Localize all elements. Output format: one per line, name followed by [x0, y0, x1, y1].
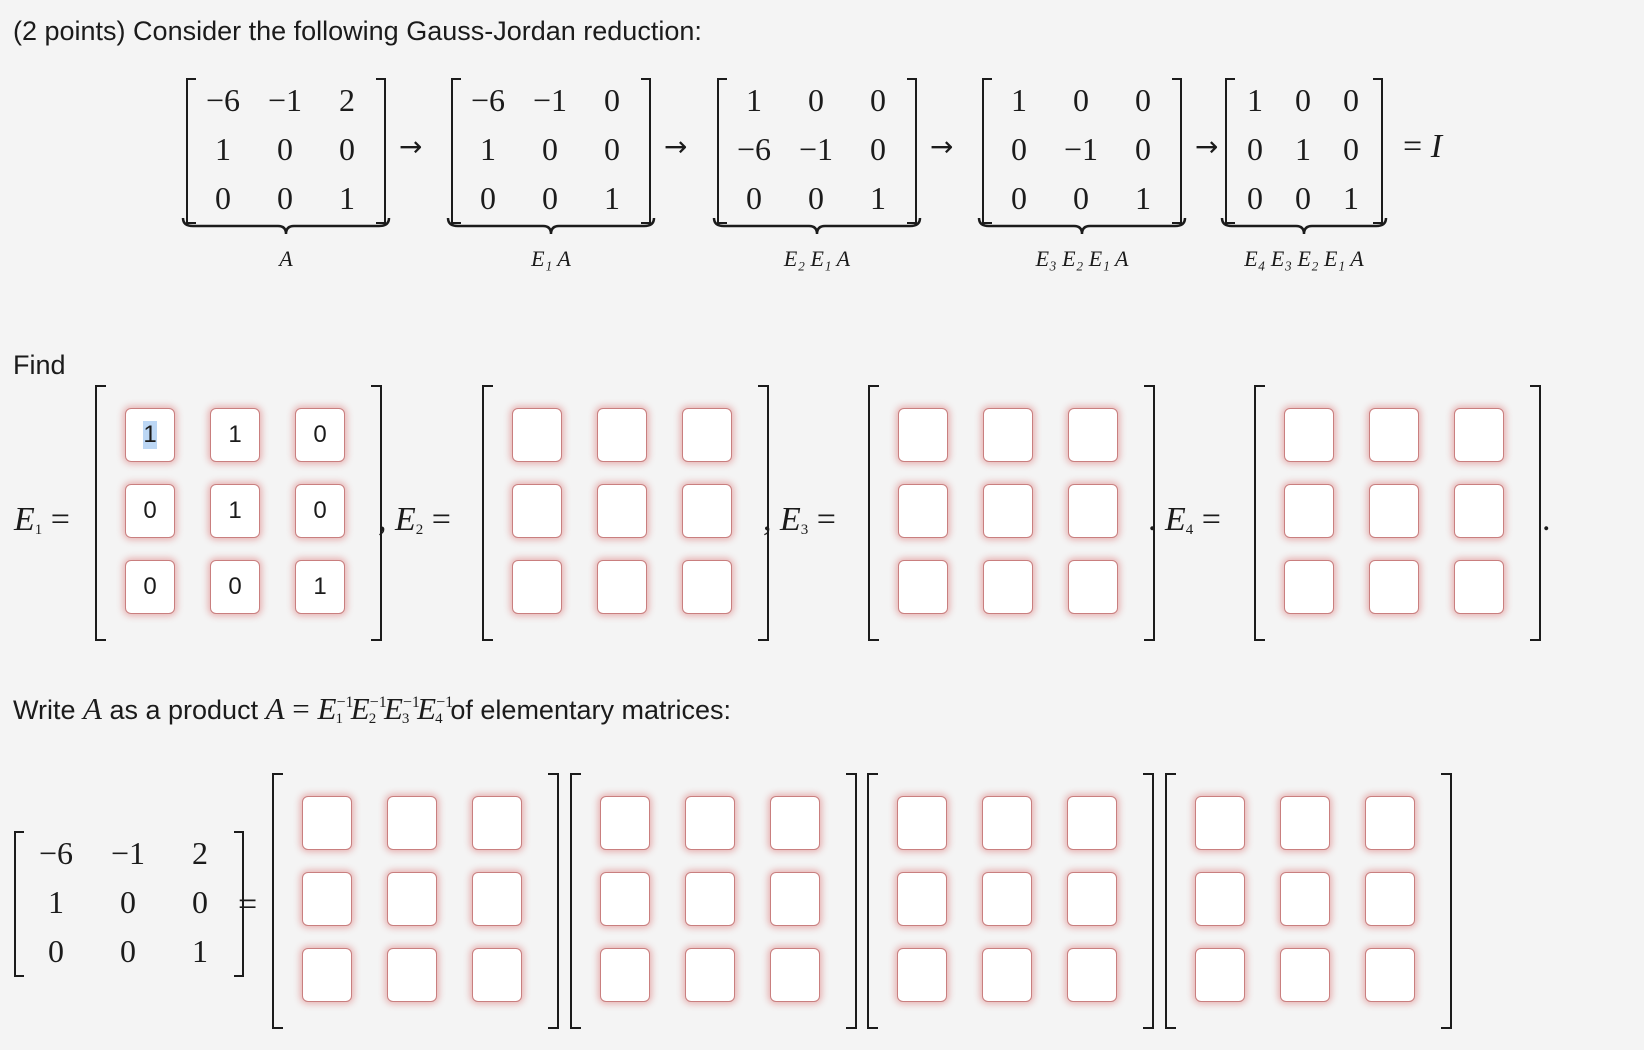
matrix-entry: 1	[604, 180, 620, 216]
matrix-entry: −6	[736, 131, 772, 167]
matrix-entry: 1	[215, 131, 231, 167]
matrix-entry: −6	[205, 82, 241, 118]
reduction-label: E₂ E₁ A	[783, 246, 851, 271]
matrix-input-cell[interactable]	[1068, 408, 1118, 462]
matrix-input-cell[interactable]	[302, 948, 352, 1002]
matrix-entry: −1	[532, 82, 568, 118]
end-period: .	[1542, 501, 1551, 538]
matrix-entry: 0	[1247, 180, 1263, 216]
matrix-input-cell[interactable]	[682, 408, 732, 462]
matrix-entry: 0	[277, 131, 293, 167]
matrix-entry: 1	[870, 180, 886, 216]
matrix-input-cell[interactable]	[1365, 796, 1415, 850]
matrix-input-cell[interactable]	[597, 560, 647, 614]
matrix-input-cell[interactable]	[1195, 948, 1245, 1002]
matrix-input-cell[interactable]	[302, 796, 352, 850]
matrix-input-cell[interactable]	[210, 484, 260, 538]
matrix-input-cell[interactable]	[1369, 408, 1419, 462]
left-bracket	[272, 773, 283, 1029]
right-bracket	[1143, 773, 1154, 1029]
matrix-input-cell[interactable]	[1067, 796, 1117, 850]
matrix-entry: 0	[542, 180, 558, 216]
matrix-entry: 0	[1247, 131, 1263, 167]
matrix-entry: 0	[1073, 180, 1089, 216]
matrix-entry: 0	[870, 82, 886, 118]
product-formula: $A = E^{-1}_1$ $E^{-1}_2$ $E^{-1}_3$ $E^{-1}_4$	[265, 691, 454, 727]
left-bracket	[570, 773, 581, 1029]
matrix-entry: 1	[746, 82, 762, 118]
matrix-input-cell[interactable]	[1067, 948, 1117, 1002]
right-bracket	[846, 773, 857, 1029]
product-text-after: of elementary matrices:	[450, 695, 731, 725]
e2-label: , $E_2$ =	[378, 501, 451, 538]
matrix-entry: 0	[1011, 180, 1027, 216]
matrix-input-cell[interactable]	[770, 872, 820, 926]
matrix-entry: 0	[808, 180, 824, 216]
left-bracket	[868, 385, 879, 641]
reduction-label: E₃ E₂ E₁ A	[1035, 246, 1129, 271]
matrix-input-cell[interactable]	[770, 948, 820, 1002]
matrix-entry: −6	[38, 835, 74, 871]
cell-value: 0	[313, 497, 327, 524]
left-bracket	[482, 385, 493, 641]
find-label: Find	[13, 350, 66, 380]
problem-title: (2 points) Consider the following Gauss-Jordan reduction:	[13, 16, 702, 46]
matrix-entry: 1	[1295, 131, 1311, 167]
matrix-input-cell[interactable]	[1068, 560, 1118, 614]
matrix-input-cell[interactable]	[1454, 560, 1504, 614]
product-text-mid: as a product	[109, 695, 259, 725]
matrix-input-cell[interactable]	[898, 484, 948, 538]
arrow-icon: →	[399, 130, 423, 163]
matrix-input-cell[interactable]	[125, 408, 175, 462]
matrix-entry: 0	[120, 933, 136, 969]
reduction-label: E₄ E₃ E₂ E₁ A	[1244, 246, 1364, 271]
matrix-input-cell[interactable]	[982, 948, 1032, 1002]
matrix-input-cell[interactable]	[897, 872, 947, 926]
matrix-entry: 1	[192, 933, 208, 969]
cell-value: 1	[143, 421, 157, 448]
matrix-entry: 0	[604, 131, 620, 167]
matrix-entry: 0	[277, 180, 293, 216]
right-bracket	[1530, 385, 1541, 641]
matrix-input-cell[interactable]	[1067, 872, 1117, 926]
matrix-entry: 0	[215, 180, 231, 216]
e3-label: , $E_3$ =	[763, 501, 836, 538]
matrix-input-cell[interactable]	[685, 948, 735, 1002]
matrix-entry: 0	[192, 884, 208, 920]
matrix-input-cell[interactable]	[682, 484, 732, 538]
arrow-icon: →	[1195, 130, 1219, 163]
matrix-entry: 1	[1011, 82, 1027, 118]
product-text-write: Write	[13, 695, 76, 725]
matrix-input-cell[interactable]	[295, 560, 345, 614]
reduction-label: E₁ A	[531, 246, 571, 271]
matrix-input-cell[interactable]	[210, 408, 260, 462]
matrix-input-cell[interactable]	[897, 948, 947, 1002]
product-equals: =	[238, 886, 258, 923]
matrix-input-cell[interactable]	[898, 408, 948, 462]
identity-result: = I	[1403, 128, 1443, 165]
matrix-entry: 0	[1135, 82, 1151, 118]
matrix-input-cell[interactable]	[472, 872, 522, 926]
matrix-entry: 0	[1011, 131, 1027, 167]
matrix-input-cell[interactable]	[1195, 872, 1245, 926]
matrix-input-cell[interactable]	[597, 484, 647, 538]
matrix-input-cell[interactable]	[387, 872, 437, 926]
product-sentence	[13, 693, 731, 727]
matrix-entry: 0	[542, 131, 558, 167]
underbrace	[1220, 216, 1388, 238]
cell-value: 1	[228, 421, 242, 448]
matrix-entry: 0	[1135, 131, 1151, 167]
matrix-entry: 1	[1247, 82, 1263, 118]
right-bracket	[371, 385, 382, 641]
matrix-input-cell[interactable]	[472, 948, 522, 1002]
matrix-input-cell[interactable]	[387, 948, 437, 1002]
matrix-entry: 0	[1295, 82, 1311, 118]
right-bracket	[1144, 385, 1155, 641]
matrix-entry: 1	[1343, 180, 1359, 216]
matrix-input-cell[interactable]	[600, 796, 650, 850]
matrix-input-cell[interactable]	[1365, 872, 1415, 926]
matrix-entry: 0	[1343, 82, 1359, 118]
matrix-input-cell[interactable]	[983, 408, 1033, 462]
matrix-entry: 0	[480, 180, 496, 216]
underbrace	[977, 216, 1187, 238]
matrix-entry: 2	[192, 835, 208, 871]
matrix-input-cell[interactable]	[600, 872, 650, 926]
matrix-entry: 1	[48, 884, 64, 920]
matrix-input-cell[interactable]	[295, 408, 345, 462]
underbrace	[181, 216, 391, 238]
matrix-input-cell[interactable]	[1284, 408, 1334, 462]
matrix-input-cell[interactable]	[1284, 484, 1334, 538]
cell-value: 0	[228, 573, 242, 600]
matrix-entry: 0	[1073, 82, 1089, 118]
matrix-entry: 0	[604, 82, 620, 118]
matrix-input-cell[interactable]	[1280, 796, 1330, 850]
matrix-input-cell[interactable]	[472, 796, 522, 850]
e4-label: . $E_4$ =	[1148, 501, 1221, 538]
matrix-input-cell[interactable]	[983, 484, 1033, 538]
matrix-entry: 0	[48, 933, 64, 969]
matrix-entry: 1	[480, 131, 496, 167]
cell-value: 0	[143, 573, 157, 600]
left-bracket	[95, 385, 106, 641]
matrix-input-cell[interactable]	[125, 484, 175, 538]
matrix-input-cell[interactable]	[302, 872, 352, 926]
underbrace	[446, 216, 656, 238]
matrix-input-cell[interactable]	[898, 560, 948, 614]
matrix-input-cell[interactable]	[295, 484, 345, 538]
matrix-entry: 0	[120, 884, 136, 920]
right-bracket	[758, 385, 769, 641]
matrix-input-cell[interactable]	[1369, 560, 1419, 614]
matrix-entry: −1	[798, 131, 834, 167]
matrix-input-cell[interactable]	[597, 408, 647, 462]
matrix-input-cell[interactable]	[1284, 560, 1334, 614]
matrix-entry: −6	[470, 82, 506, 118]
matrix-input-cell[interactable]	[685, 796, 735, 850]
matrix-input-cell[interactable]	[1280, 948, 1330, 1002]
matrix-input-cell[interactable]	[1454, 408, 1504, 462]
reduction-label: A	[279, 246, 293, 271]
matrix-input-cell[interactable]	[512, 560, 562, 614]
matrix-input-cell[interactable]	[512, 484, 562, 538]
cell-value: 0	[143, 497, 157, 524]
matrix-input-cell[interactable]	[512, 408, 562, 462]
matrix-input-cell[interactable]	[600, 948, 650, 1002]
matrix-entry: 0	[746, 180, 762, 216]
matrix-input-cell[interactable]	[770, 796, 820, 850]
matrix-entry: −1	[110, 835, 146, 871]
matrix-input-cell[interactable]	[982, 796, 1032, 850]
matrix-input-cell[interactable]	[1365, 948, 1415, 1002]
underbrace	[712, 216, 922, 238]
matrix-input-cell[interactable]	[982, 872, 1032, 926]
product-text-a: A	[83, 691, 102, 726]
matrix-input-cell[interactable]	[210, 560, 260, 614]
matrix-entry: 0	[1343, 131, 1359, 167]
matrix-entry: 0	[808, 82, 824, 118]
matrix-input-cell[interactable]	[1068, 484, 1118, 538]
matrix-input-cell[interactable]	[682, 560, 732, 614]
matrix-input-cell[interactable]	[1280, 872, 1330, 926]
matrix-entry: 0	[870, 131, 886, 167]
matrix-input-cell[interactable]	[387, 796, 437, 850]
matrix-entry: −1	[267, 82, 303, 118]
e1-label: $E_1$ =	[14, 501, 70, 538]
cell-value: 0	[313, 421, 327, 448]
matrix-entry: −1	[1063, 131, 1099, 167]
cell-value: 1	[313, 573, 327, 600]
matrix-input-cell[interactable]	[1195, 796, 1245, 850]
matrix-input-cell[interactable]	[1369, 484, 1419, 538]
left-bracket	[1254, 385, 1265, 641]
matrix-entry: 1	[339, 180, 355, 216]
matrix-input-cell[interactable]	[983, 560, 1033, 614]
arrow-icon: →	[664, 130, 688, 163]
matrix-entry: 0	[1295, 180, 1311, 216]
matrix-entry: 1	[1135, 180, 1151, 216]
left-bracket	[867, 773, 878, 1029]
left-bracket	[1165, 773, 1176, 1029]
arrow-icon: →	[930, 130, 954, 163]
matrix-entry: 2	[339, 82, 355, 118]
matrix-entry: 0	[339, 131, 355, 167]
right-bracket	[548, 773, 559, 1029]
right-bracket	[1441, 773, 1452, 1029]
matrix-input-cell[interactable]	[125, 560, 175, 614]
matrix-input-cell[interactable]	[685, 872, 735, 926]
cell-value: 1	[228, 497, 242, 524]
matrix-input-cell[interactable]	[1454, 484, 1504, 538]
matrix-input-cell[interactable]	[897, 796, 947, 850]
